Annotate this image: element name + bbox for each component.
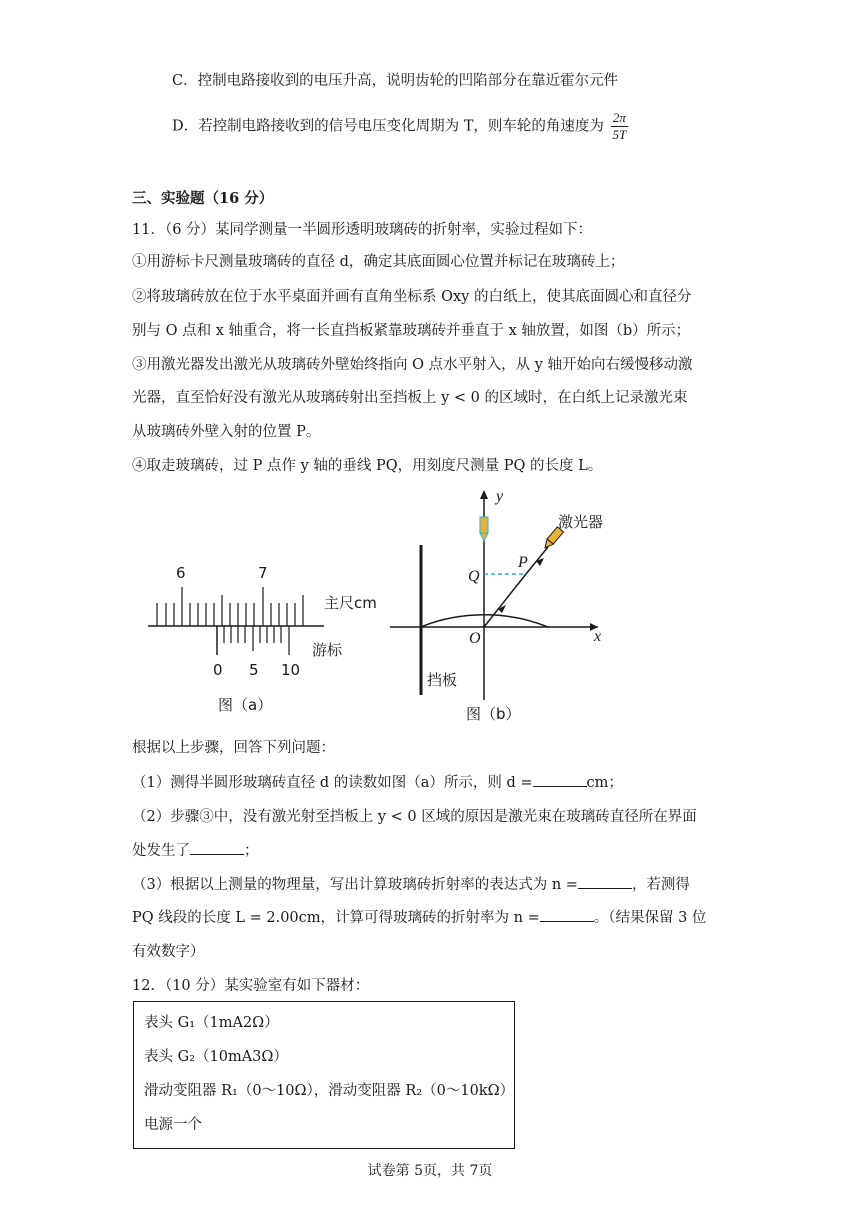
equipment-power: 电源一个 (144, 1117, 202, 1133)
q11-step1: ①用游标卡尺测量玻璃砖的直径 d，确定其底面圆心位置并标记在玻璃砖上； (132, 254, 625, 270)
vernier-scale-ticks (224, 626, 289, 655)
point-p-label: P (518, 554, 528, 571)
equipment-g1: 表头 G₁（1mA2Ω） (144, 1015, 279, 1031)
q11-part3c: 有效数字） (132, 944, 205, 960)
q11-part1-text: （1）测得半圆形玻璃砖直径 d 的读数如图（a）所示，则 d = (132, 775, 533, 791)
q11-part1 (132, 772, 623, 794)
laser-label: 激光器 (558, 513, 604, 531)
q12-intro: 12．（10 分）某实验室有如下器材： (132, 978, 370, 994)
q11-part2b (132, 840, 259, 862)
figure-b-caption: 图（b） (466, 705, 521, 723)
axis-x-label: x (594, 628, 602, 645)
q11-part2b-text: 处发生了 (132, 843, 190, 859)
q11-step2a: ②将玻璃砖放在位于水平桌面并画有直角坐标系 Oxy 的白纸上，使其底面圆心和直径分 (132, 289, 692, 305)
vernier-10: 10 (281, 661, 301, 679)
main-scale-7: 7 (258, 564, 268, 582)
vernier-0: 0 (213, 661, 223, 679)
main-scale-6: 6 (176, 564, 186, 582)
main-scale-ticks (157, 587, 303, 626)
figure-a-caption: 图（a） (218, 696, 273, 714)
q11-part1-unit: cm； (586, 775, 623, 791)
page-footer: 试卷第 5页，共 7页 (367, 1163, 493, 1179)
axis-y-label: y (496, 488, 504, 505)
q11-step4: ④取走玻璃砖，过 P 点作 y 轴的垂线 PQ，用刻度尺测量 PQ 的长度 L。 (132, 458, 603, 474)
option-d (172, 110, 628, 143)
option-c: C．控制电路接收到的电压升高，说明齿轮的凹陷部分在靠近霍尔元件 (172, 73, 619, 89)
fraction-denominator: 5T (612, 127, 627, 142)
figure-ab (140, 485, 610, 735)
q11-step3c: 从玻璃砖外壁入射的位置 P。 (132, 424, 321, 440)
answer-blank-3[interactable] (578, 874, 632, 889)
section-title: 三、实验题（16 分） (132, 190, 274, 207)
vernier-label: 游标 (312, 641, 343, 659)
answer-blank-2[interactable] (190, 840, 244, 855)
main-scale-label: 主尺cm (324, 594, 377, 612)
q11-part2b-end: ； (244, 843, 259, 859)
answer-blank-1[interactable] (533, 772, 587, 787)
board-label: 挡板 (427, 671, 458, 689)
vernier-5: 5 (249, 661, 259, 679)
q11-intro: 11．（6 分）某同学测量一半圆形透明玻璃砖的折射率，实验过程如下： (132, 222, 593, 238)
option-d-fraction (611, 110, 629, 143)
top-laser-icon (480, 517, 488, 541)
q11-step3a: ③用激光器发出激光从玻璃砖外壁始终指向 O 点水平射入，从 y 轴开始向右缓慢移动激 (132, 357, 693, 373)
equipment-g2: 表头 G₂（10mA3Ω） (144, 1049, 288, 1065)
equipment-box (133, 1001, 515, 1149)
point-q-label: Q (468, 568, 480, 585)
refraction-setup-figure (390, 488, 603, 723)
answer-intro: 根据以上步骤，回答下列问题： (132, 740, 335, 756)
fraction-numerator: 2π (611, 110, 629, 127)
equipment-resistors: 滑动变阻器 R₁（0～10Ω），滑动变阻器 R₂（0～10kΩ） (144, 1083, 515, 1099)
q11-part2a: （2）步骤③中，没有激光射至挡板上 y < 0 区域的原因是激光束在玻璃砖直径所在界面 (132, 809, 697, 825)
answer-blank-4[interactable] (540, 907, 594, 922)
option-d-text: D．若控制电路接收到的信号电压变化周期为 T，则车轮的角速度为 (172, 118, 604, 135)
q11-part3a (132, 874, 690, 896)
q11-part3a-end: ，若测得 (631, 877, 690, 893)
q11-part3b-text: PQ 线段的长度 L = 2.00cm，计算可得玻璃砖的折射率为 n = (132, 910, 540, 926)
q11-part3b-end: 。（结果保留 3 位 (593, 910, 707, 926)
q11-step3b: 光器，直至恰好没有激光从玻璃砖射出至挡板上 y < 0 的区域时，在白纸上记录激光束 (132, 390, 688, 406)
q11-part3b (132, 907, 706, 929)
q11-part3a-text: （3）根据以上测量的物理量，写出计算玻璃砖折射率的表达式为 n = (132, 877, 578, 893)
vernier-caliper-figure (148, 564, 377, 714)
origin-label: O (469, 630, 481, 647)
q11-step2b: 别与 O 点和 x 轴重合，将一长直挡板紧靠玻璃砖并垂直于 x 轴放置，如图（b）所示； (132, 323, 691, 339)
